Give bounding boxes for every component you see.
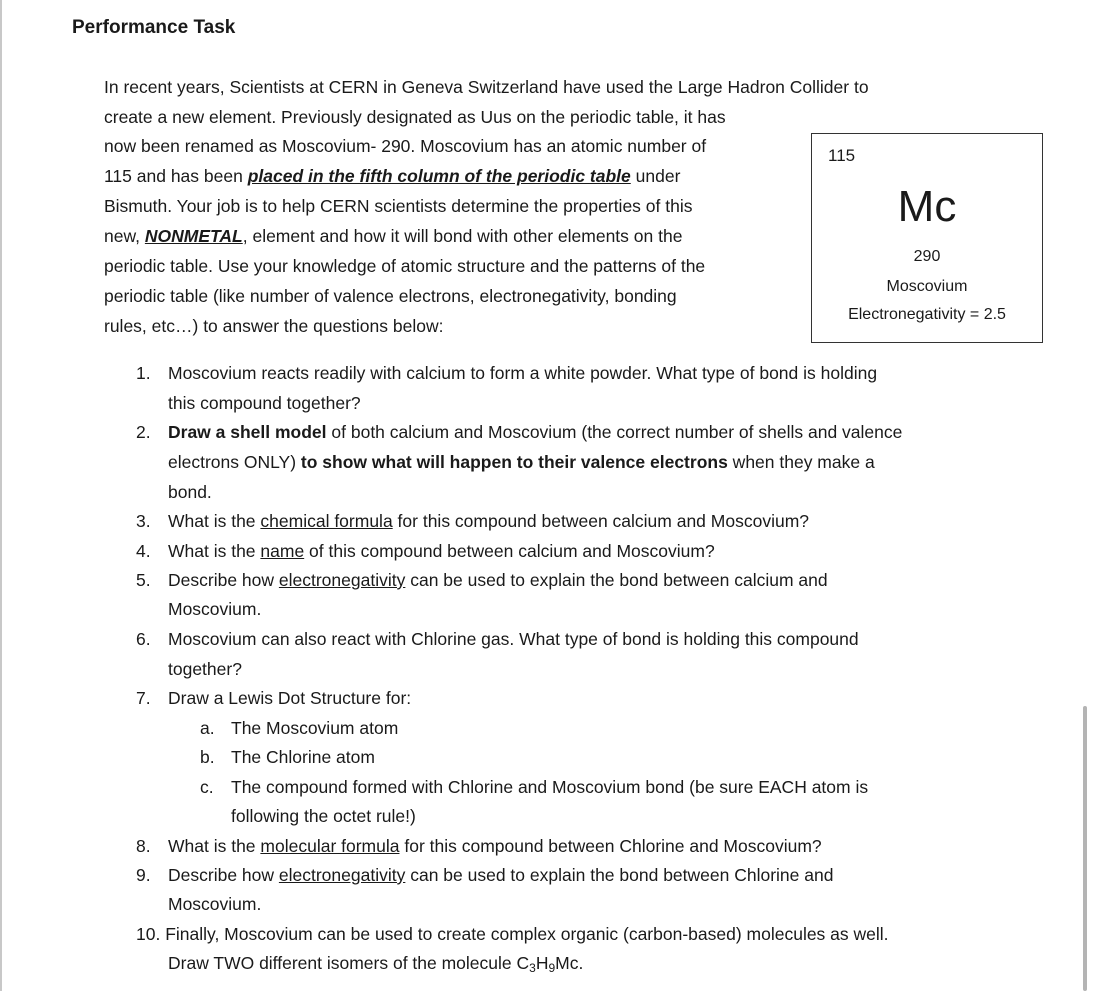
question-text — [168, 540, 715, 562]
question-text — [168, 510, 809, 532]
intro-line-7: periodic table. Use your knowledge of atomic structure and the patterns of the — [104, 256, 706, 276]
text-run: electrons ONLY) — [168, 452, 301, 472]
intro-line-8: periodic table (like number of valence electrons, electronegativity, bonding — [104, 286, 677, 306]
text-run: Mc. — [555, 953, 584, 973]
text-run: of both calcium and Moscovium (the correct number of shells and valence — [326, 422, 903, 442]
question-text — [168, 835, 822, 857]
element-card — [811, 133, 1043, 343]
sub-item-text: The compound formed with Chlorine and Moscovium bond (be sure EACH atom is — [231, 777, 869, 797]
text-run: can be used to explain the bond between Chlorine and — [405, 865, 834, 885]
intro-text: , element and how it will bond with other elements on the — [242, 226, 683, 246]
question-text: Draw a Lewis Dot Structure for: — [168, 688, 412, 708]
intro-line-9: rules, etc…) to answer the questions below: — [104, 316, 444, 336]
text-run: for this compound between calcium and Moscovium? — [392, 511, 810, 531]
text-run: Describe how — [168, 570, 279, 590]
intro-line-1: In recent years, Scientists at CERN in Geneva Switzerland have used the Large Hadron Collider to — [104, 77, 869, 97]
sub-item-text: The Chlorine atom — [231, 747, 375, 767]
question-number: 3. — [136, 511, 151, 531]
left-margin-rule — [0, 0, 2, 991]
bold-instruction: Draw a shell model — [168, 422, 327, 442]
question-text: together? — [168, 659, 242, 679]
page-title: Performance Task — [72, 17, 236, 38]
underlined-term: molecular formula — [260, 836, 400, 856]
text-run: What is the — [168, 511, 261, 531]
question-text: Moscovium. — [168, 599, 262, 619]
question-10-cont — [168, 952, 583, 974]
text-run: of this compound between calcium and Moscovium? — [304, 541, 715, 561]
electronegativity-value: Electronegativity = 2.5 — [848, 306, 1006, 323]
question-text — [168, 451, 875, 473]
subscript-9: 9 — [548, 961, 556, 975]
element-name: Moscovium — [886, 278, 968, 295]
question-10: 10. Finally, Moscovium can be used to create complex organic (carbon-based) molecules as well. — [136, 924, 889, 944]
question-number: 6. — [136, 629, 151, 649]
question-text: Moscovium can also react with Chlorine gas. What type of bond is holding this compound — [168, 629, 859, 649]
intro-line-2: create a new element. Previously designated as Uus on the periodic table, it has — [104, 107, 726, 127]
question-text: Moscovium reacts readily with calcium to form a white powder. What type of bond is holding — [168, 363, 878, 383]
intro-text: 115 and has been — [104, 166, 248, 186]
text-run: for this compound between Chlorine and Moscovium? — [399, 836, 822, 856]
question-number: 5. — [136, 570, 151, 590]
question-number: 9. — [136, 865, 151, 885]
text-run: Draw TWO different isomers of the molecule C — [168, 953, 530, 973]
atomic-mass: 290 — [913, 248, 941, 265]
question-text — [168, 421, 902, 443]
text-run: Describe how — [168, 865, 279, 885]
text-run: when they make a — [727, 452, 875, 472]
question-number: 8. — [136, 836, 151, 856]
underlined-term: electronegativity — [278, 865, 406, 885]
scrollbar-thumb[interactable] — [1083, 706, 1087, 991]
text-run: can be used to explain the bond between calcium and — [405, 570, 828, 590]
underlined-term: name — [260, 541, 305, 561]
bold-instruction: to show what will happen to their valence electrons — [300, 452, 728, 472]
intro-line-4 — [104, 165, 680, 187]
intro-text: under — [630, 166, 681, 186]
sub-item-text: following the octet rule!) — [231, 806, 416, 826]
question-number: 2. — [136, 422, 151, 442]
underlined-term: chemical formula — [260, 511, 393, 531]
sub-item-letter: b. — [200, 747, 215, 767]
element-symbol: Mc — [897, 182, 957, 231]
text-run: H — [535, 953, 549, 973]
emphasis-nonmetal: NONMETAL — [144, 226, 243, 246]
intro-line-5: Bismuth. Your job is to help CERN scientists determine the properties of this — [104, 196, 693, 216]
question-number: 4. — [136, 541, 151, 561]
question-text — [168, 864, 833, 886]
sub-item-text: The Moscovium atom — [231, 718, 399, 738]
intro-line-6 — [104, 225, 682, 247]
atomic-number: 115 — [828, 146, 856, 165]
emphasis-placement: placed in the fifth column of the periodic table — [247, 166, 631, 186]
question-text — [168, 569, 828, 591]
question-text: Moscovium. — [168, 894, 262, 914]
question-number: 7. — [136, 688, 151, 708]
sub-item-letter: c. — [200, 777, 214, 797]
text-run: What is the — [168, 836, 261, 856]
intro-line-3: now been renamed as Moscovium- 290. Moscovium has an atomic number of — [104, 136, 707, 156]
intro-text: new, — [104, 226, 145, 246]
text-run: What is the — [168, 541, 261, 561]
subscript-3: 3 — [529, 961, 536, 975]
sub-item-letter: a. — [200, 718, 215, 738]
question-number: 1. — [136, 363, 151, 383]
underlined-term: electronegativity — [278, 570, 406, 590]
question-text: this compound together? — [168, 393, 361, 413]
question-text: bond. — [168, 482, 212, 502]
